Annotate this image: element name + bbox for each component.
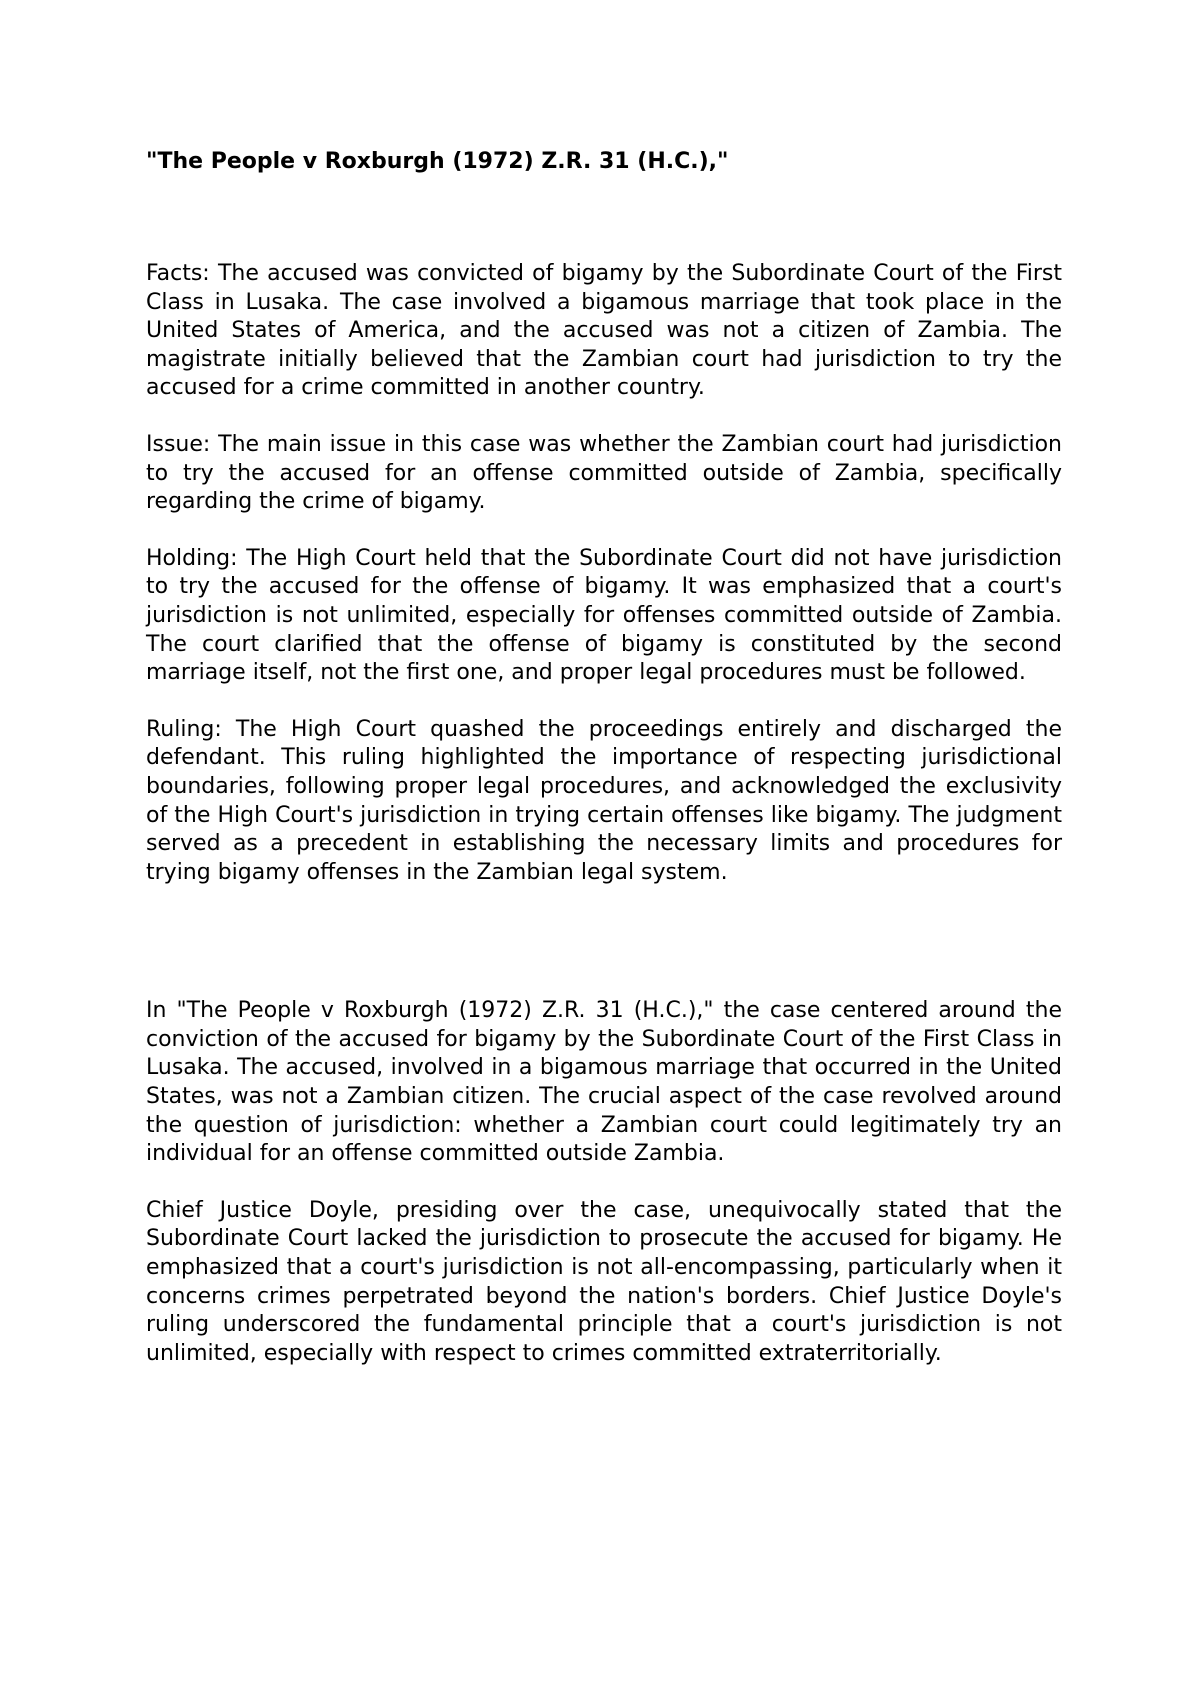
summary-paragraph: In "The People v Roxburgh (1972) Z.R. 31 (H.C.)," the case centered around the conviction of the accused for bigamy by the Subordinate Court of the First Class in Lusaka. The accused, involved in a bigamous marriage that occurred in the United States, was not a Zambian citizen. The crucial aspect of the case revolved around the question of jurisdiction: whether a Zambian court could legitimately try an individual for an offense committed outside Zambia.	[146, 998, 1062, 1167]
ruling-paragraph: Ruling: The High Court quashed the proceedings entirely and discharged the defendant. This ruling highlighted the importance of respecting jurisdictional boundaries, following proper legal procedures, and acknowledged the exclusivity of the High Court's jurisdiction in trying certain offenses like bigamy. The judgment served as a precedent in establishing the necessary limits and procedures for trying bigamy offenses in the Zambian legal system.	[146, 716, 1062, 885]
document-title: "The People v Roxburgh (1972) Z.R. 31 (H.C.),"	[146, 149, 729, 174]
section-gap	[146, 915, 1062, 997]
facts-paragraph: Facts: The accused was convicted of bigamy by the Subordinate Court of the First Class in Lusaka. The case involved a bigamous marriage that took place in the United States of America, and the accused was not a citizen of Zambia. The magistrate initially believed that the Zambian court had jurisdiction to try the accused for a crime committed in another country.	[146, 261, 1062, 401]
holding-paragraph: Holding: The High Court held that the Subordinate Court did not have jurisdiction to try the accused for the offense of bigamy. It was emphasized that a court's jurisdiction is not unlimited, especially for offenses committed outside of Zambia. The court clarified that the offense of bigamy is constituted by the second marriage itself, not the first one, and proper legal procedures must be followed.	[146, 545, 1062, 686]
issue-paragraph: Issue: The main issue in this case was whether the Zambian court had jurisdiction to try the accused for an offense committed outside of Zambia, specifically regarding the crime of bigamy.	[146, 431, 1062, 515]
document-body	[146, 148, 1062, 1396]
chief-justice-paragraph: Chief Justice Doyle, presiding over the case, unequivocally stated that the Subordinate Court lacked the jurisdiction to prosecute the accused for bigamy. He emphasized that a court's jurisdiction is not all-encompassing, particularly when it concerns crimes perpetrated beyond the nation's borders. Chief Justice Doyle's ruling underscored the fundamental principle that a court's jurisdiction is not unlimited, especially with respect to crimes committed extraterritorially.	[146, 1197, 1062, 1366]
